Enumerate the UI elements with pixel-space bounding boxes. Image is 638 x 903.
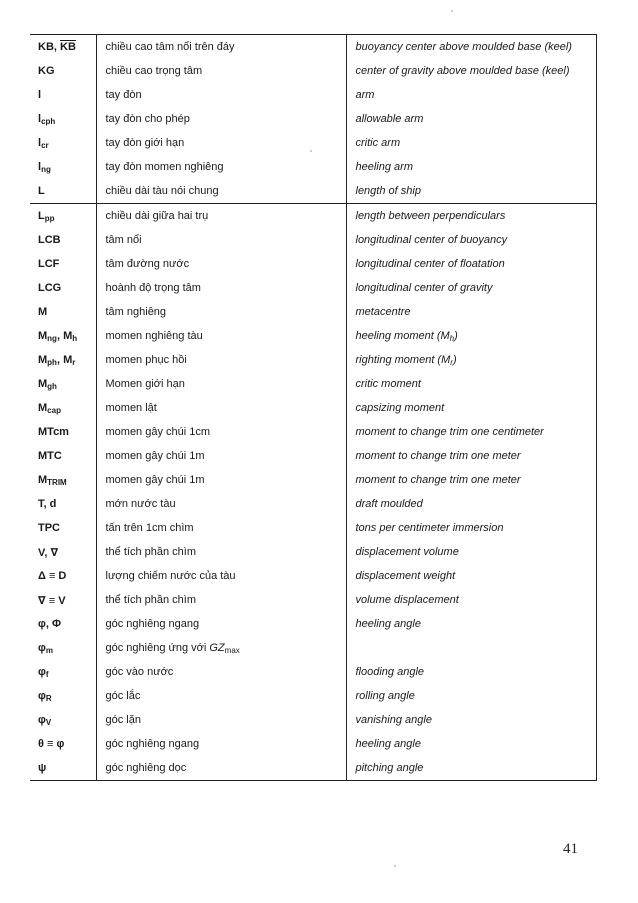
symbol-cell (30, 228, 96, 252)
vietnamese-term-cell (96, 396, 346, 420)
vietnamese-term: tấn trên 1cm chìm (105, 522, 194, 534)
vietnamese-term-cell (96, 612, 346, 636)
english-term-cell (346, 372, 596, 396)
glossary-row (30, 83, 596, 107)
symbol-text: L (38, 185, 45, 197)
english-term-cell (346, 83, 596, 107)
symbol-cell (30, 732, 96, 756)
english-term: metacentre (355, 306, 411, 318)
symbol-text: LCF (38, 258, 60, 270)
vietnamese-term-cell (96, 564, 346, 588)
symbol-text: φ (38, 642, 46, 654)
english-term: length of ship (355, 185, 421, 197)
glossary-row (30, 444, 596, 468)
vietnamese-term: tay đòn cho phép (105, 113, 190, 125)
english-term-cell (346, 444, 596, 468)
vietnamese-term: Momen giới hạn (105, 378, 185, 390)
glossary-row (30, 636, 596, 660)
symbol-text: M (38, 306, 48, 318)
symbol-cell (30, 324, 96, 348)
vietnamese-term-cell (96, 468, 346, 492)
symbol-subscript: ng (41, 165, 51, 174)
vietnamese-term-cell (96, 492, 346, 516)
symbol-text-second: , M (56, 354, 73, 366)
english-term-cell (346, 59, 596, 83)
english-term-cell (346, 35, 596, 60)
vietnamese-term-cell (96, 155, 346, 179)
symbol-text: φ (38, 690, 46, 702)
vietnamese-term-cell (96, 684, 346, 708)
vietnamese-term-cell (96, 372, 346, 396)
english-term-cell (346, 276, 596, 300)
symbol-cell (30, 636, 96, 660)
symbol-text: M (38, 378, 48, 390)
symbol-overline-text: $\overline{KB}$ (60, 41, 76, 53)
english-term: longitudinal center of buoyancy (355, 234, 508, 246)
english-term: rolling angle (355, 690, 415, 702)
vietnamese-term: góc nghiêng dọc (105, 762, 187, 774)
english-term-cell (346, 348, 596, 372)
vietnamese-term: tay đòn (105, 89, 142, 101)
english-term: allowable arm (355, 113, 424, 125)
symbol-text: l (38, 113, 42, 125)
english-term: moment to change trim one meter (355, 450, 521, 462)
symbol-cell (30, 708, 96, 732)
symbol-text: Δ ≡ D (38, 570, 67, 582)
symbol-text: MTcm (38, 426, 69, 438)
symbol-cell (30, 468, 96, 492)
symbol-cell (30, 155, 96, 179)
glossary-row (30, 228, 596, 252)
english-term: moment to change trim one meter (355, 474, 521, 486)
english-term-cell (346, 516, 596, 540)
english-term: critic moment (355, 378, 421, 390)
vietnamese-term-cell (96, 300, 346, 324)
symbol-glossary-table (30, 34, 597, 781)
vietnamese-term: tâm nổi (105, 234, 142, 246)
glossary-row (30, 35, 596, 60)
english-term-tail: ) (452, 354, 457, 366)
symbol-subscript: ng (47, 334, 57, 343)
vietnamese-term-cell (96, 540, 346, 564)
english-term-cell (346, 420, 596, 444)
vietnamese-term-cell (96, 708, 346, 732)
vietnamese-term-cell (96, 636, 346, 660)
english-term-cell (346, 131, 596, 155)
vietnamese-term: hoành độ trọng tâm (105, 282, 201, 294)
symbol-subscript: R (45, 694, 52, 703)
symbol-subscript-second: h (72, 334, 78, 343)
vietnamese-term-cell (96, 83, 346, 107)
english-term-cell (346, 540, 596, 564)
glossary-row (30, 540, 596, 564)
symbol-text: KB, (38, 41, 60, 53)
symbol-cell (30, 684, 96, 708)
english-term: heeling moment (M (355, 330, 450, 342)
symbol-cell (30, 83, 96, 107)
glossary-body (30, 35, 596, 781)
symbol-subscript: m (45, 646, 53, 655)
symbol-text: M (38, 402, 48, 414)
glossary-row (30, 492, 596, 516)
symbol-subscript: TRIM (47, 478, 67, 487)
vietnamese-term: momen gây chúi 1m (105, 474, 205, 486)
glossary-row (30, 684, 596, 708)
symbol-text: ψ (38, 762, 47, 774)
english-term-subscript: h (449, 334, 455, 343)
symbol-cell (30, 276, 96, 300)
vietnamese-term-cell (96, 660, 346, 684)
symbol-subscript: cap (47, 406, 61, 415)
symbol-subscript-second: r (72, 358, 76, 367)
vietnamese-term: chiều dài tàu nói chung (105, 185, 219, 197)
vietnamese-term-subscript: max (224, 646, 240, 655)
symbol-cell (30, 35, 96, 60)
english-term: displacement volume (355, 546, 459, 558)
english-term: heeling angle (355, 738, 421, 750)
english-term-cell (346, 252, 596, 276)
glossary-row (30, 588, 596, 612)
english-term-tail: ) (454, 330, 458, 342)
english-term-cell (346, 684, 596, 708)
glossary-row (30, 372, 596, 396)
symbol-text: M (38, 354, 48, 366)
symbol-cell (30, 131, 96, 155)
glossary-row (30, 612, 596, 636)
vietnamese-term: momen nghiêng tàu (105, 330, 203, 342)
glossary-row (30, 324, 596, 348)
symbol-cell (30, 396, 96, 420)
vietnamese-term: momen phục hồi (105, 354, 187, 366)
english-term: flooding angle (355, 666, 425, 678)
vietnamese-term-cell (96, 228, 346, 252)
vietnamese-term-cell (96, 324, 346, 348)
english-term-cell (346, 732, 596, 756)
symbol-subscript: gh (47, 382, 57, 391)
glossary-row (30, 756, 596, 781)
english-term-cell (346, 107, 596, 131)
vietnamese-term-cell (96, 204, 346, 229)
glossary-row (30, 732, 596, 756)
glossary-row (30, 131, 596, 155)
symbol-cell (30, 612, 96, 636)
symbol-cell (30, 756, 96, 781)
english-term-cell (346, 492, 596, 516)
symbol-text: φ (38, 666, 46, 678)
glossary-row (30, 516, 596, 540)
english-term-cell (346, 612, 596, 636)
symbol-cell (30, 252, 96, 276)
english-term: tons per centimeter immersion (355, 522, 504, 534)
vietnamese-term: tâm đường nước (105, 258, 190, 270)
english-term-cell (346, 324, 596, 348)
english-term-cell (346, 660, 596, 684)
english-term: heeling angle (355, 618, 421, 630)
vietnamese-term-cell (96, 252, 346, 276)
vietnamese-term-cell (96, 516, 346, 540)
glossary-row (30, 107, 596, 131)
vietnamese-term: momen lật (105, 402, 157, 414)
english-term: capsizing moment (355, 402, 445, 414)
vietnamese-term: góc lặn (105, 714, 141, 726)
symbol-cell (30, 372, 96, 396)
vietnamese-term-cell (96, 588, 346, 612)
english-term: longitudinal center of floatation (355, 258, 505, 270)
vietnamese-term: góc nghiêng ngang (105, 738, 200, 750)
vietnamese-term-cell (96, 107, 346, 131)
vietnamese-term: tay đòn momen nghiêng (105, 161, 224, 173)
symbol-cell (30, 204, 96, 229)
english-term: arm (355, 89, 375, 101)
symbol-cell (30, 59, 96, 83)
english-term-cell (346, 396, 596, 420)
symbol-text: MTC (38, 450, 62, 462)
english-term-cell (346, 636, 596, 660)
english-term-cell (346, 179, 596, 204)
english-term: pitching angle (355, 762, 424, 774)
glossary-row (30, 276, 596, 300)
vietnamese-term-cell (96, 276, 346, 300)
vietnamese-term: tay đòn giới hạn (105, 137, 185, 149)
symbol-cell (30, 588, 96, 612)
symbol-cell (30, 492, 96, 516)
english-term-cell (346, 756, 596, 781)
glossary-row (30, 300, 596, 324)
symbol-cell (30, 660, 96, 684)
english-term: heeling arm (355, 161, 413, 173)
vietnamese-term-cell (96, 35, 346, 60)
vietnamese-term-cell (96, 756, 346, 781)
glossary-row (30, 420, 596, 444)
symbol-cell (30, 300, 96, 324)
english-term-cell (346, 468, 596, 492)
symbol-subscript: ph (47, 358, 57, 367)
symbol-text: l (38, 161, 42, 173)
vietnamese-term: góc lắc (105, 690, 141, 702)
symbol-cell (30, 564, 96, 588)
symbol-text: l (38, 89, 42, 101)
symbol-text: φ (38, 714, 46, 726)
symbol-cell (30, 540, 96, 564)
glossary-row (30, 59, 596, 83)
glossary-row (30, 252, 596, 276)
symbol-text: φ, Φ (38, 618, 62, 630)
english-term-cell (346, 588, 596, 612)
vietnamese-term-cell (96, 59, 346, 83)
english-term: vanishing angle (355, 714, 432, 726)
english-term: righting moment (M (355, 354, 451, 366)
english-term: critic arm (355, 137, 401, 149)
vietnamese-term-cell (96, 420, 346, 444)
symbol-text: LCB (38, 234, 61, 246)
symbol-text-second: , M (56, 330, 73, 342)
vietnamese-term-symbol: GZ (209, 642, 225, 654)
vietnamese-term-cell (96, 131, 346, 155)
symbol-cell (30, 420, 96, 444)
vietnamese-term: momen gây chúi 1cm (105, 426, 211, 438)
symbol-text: ∇ ≡ V (38, 594, 66, 607)
vietnamese-term-cell (96, 179, 346, 204)
symbol-cell (30, 444, 96, 468)
english-term-subscript: r (450, 358, 453, 367)
vietnamese-term: góc nghiêng ứng với (105, 642, 210, 654)
glossary-row (30, 468, 596, 492)
english-term: buoyancy center above moulded base (keel) (355, 41, 572, 53)
symbol-text: KG (38, 65, 55, 77)
english-term: displacement weight (355, 570, 456, 582)
vietnamese-term: góc nghiêng ngang (105, 618, 200, 630)
english-term-cell (346, 564, 596, 588)
symbol-subscript: cph (41, 117, 56, 126)
symbol-cell (30, 516, 96, 540)
vietnamese-term: thể tích phần chìm (105, 546, 196, 558)
symbol-text: TPC (38, 522, 60, 534)
vietnamese-term: thể tích phần chìm (105, 594, 196, 606)
vietnamese-term-cell (96, 732, 346, 756)
symbol-text: M (38, 330, 48, 342)
glossary-row (30, 708, 596, 732)
english-term-cell (346, 228, 596, 252)
glossary-row (30, 660, 596, 684)
english-term: moment to change trim one centimeter (355, 426, 544, 438)
symbol-cell (30, 107, 96, 131)
symbol-text: V, ∇ (38, 546, 59, 559)
glossary-page (30, 34, 596, 781)
symbol-text: M (38, 474, 48, 486)
english-term-cell (346, 708, 596, 732)
english-term: center of gravity above moulded base (keel) (355, 65, 570, 77)
english-term-cell (346, 204, 596, 229)
symbol-text: T, d (38, 498, 57, 510)
symbol-text: l (38, 137, 42, 149)
glossary-row (30, 564, 596, 588)
english-term-cell (346, 155, 596, 179)
page-number: 41 (563, 841, 578, 857)
english-term: length between perpendiculars (355, 210, 506, 222)
english-term-cell (346, 300, 596, 324)
vietnamese-term: góc vào nước (105, 666, 174, 678)
symbol-text: θ ≡ φ (38, 738, 65, 750)
vietnamese-term: chiều cao trọng tâm (105, 65, 203, 77)
scan-speck (451, 10, 453, 12)
vietnamese-term: chiều dài giữa hai trụ (105, 210, 209, 222)
glossary-row (30, 348, 596, 372)
symbol-cell (30, 179, 96, 204)
vietnamese-term: mớn nước tàu (105, 498, 176, 510)
symbol-subscript: cr (41, 141, 49, 150)
glossary-row (30, 155, 596, 179)
symbol-subscript: V (45, 718, 52, 727)
symbol-text: L (38, 210, 45, 222)
scan-speck (310, 150, 312, 152)
symbol-subscript: pp (44, 214, 55, 223)
vietnamese-term-cell (96, 444, 346, 468)
symbol-subscript: f (45, 670, 49, 679)
vietnamese-term: momen gây chúi 1m (105, 450, 205, 462)
vietnamese-term: tâm nghiêng (105, 306, 167, 318)
glossary-row (30, 179, 596, 204)
glossary-row (30, 204, 596, 229)
scan-speck (394, 865, 396, 867)
symbol-text: LCG (38, 282, 62, 294)
english-term: longitudinal center of gravity (355, 282, 493, 294)
vietnamese-term-cell (96, 348, 346, 372)
glossary-row (30, 396, 596, 420)
vietnamese-term: lượng chiếm nước của tàu (105, 570, 236, 582)
vietnamese-term: chiều cao tâm nổi trên đáy (105, 41, 235, 53)
symbol-cell (30, 348, 96, 372)
english-term: volume displacement (355, 594, 459, 606)
english-term: draft moulded (355, 498, 423, 510)
